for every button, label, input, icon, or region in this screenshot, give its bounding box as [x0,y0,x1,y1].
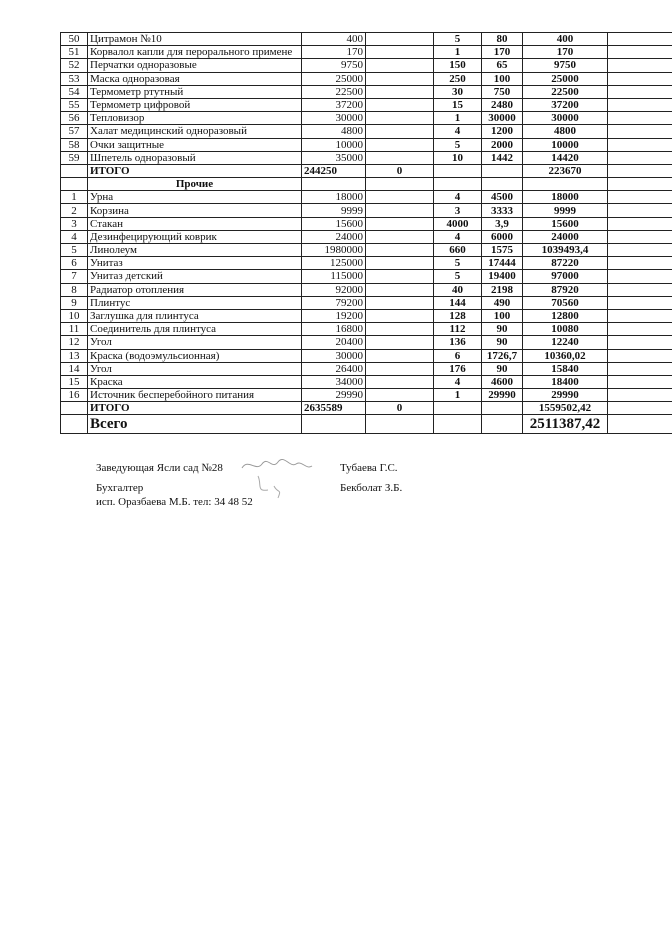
item-name: Цитрамон №10 [88,33,302,46]
unit-price: 6000 [482,230,523,243]
unit-price: 4500 [482,191,523,204]
quantity: 136 [434,336,482,349]
unit-price: 90 [482,362,523,375]
head-label: Заведующая Ясли сад №28 [96,462,223,474]
row-number: 14 [61,362,88,375]
total-amount: 10360,02 [523,349,608,362]
empty-cell [434,178,482,191]
empty-cell [366,283,434,296]
total-sum: 1559502,42 [523,402,608,415]
quantity: 660 [434,244,482,257]
item-name: Тепловизор [88,112,302,125]
empty-cell [61,415,88,434]
item-name: Халат медицинский одноразовый [88,125,302,138]
table-row [61,244,672,257]
total-amount: 25000 [523,72,608,85]
empty-cell [302,415,366,434]
row-number: 12 [61,336,88,349]
table-row [61,72,672,85]
total-amount: 37200 [523,98,608,111]
total-row [61,164,672,177]
unit-price: 1575 [482,244,523,257]
unit-price: 65 [482,59,523,72]
empty-cell [608,402,672,415]
total-amount: 9999 [523,204,608,217]
planned-amount: 15600 [302,217,366,230]
row-number: 11 [61,323,88,336]
row-number: 8 [61,283,88,296]
quantity: 150 [434,59,482,72]
item-name: Плинтус [88,296,302,309]
total-amount: 14420 [523,151,608,164]
head-name: Тубаева Г.С. [340,462,398,474]
total-zero: 0 [366,402,434,415]
table-row [61,217,672,230]
empty-cell [608,217,672,230]
item-name: Термометр цифровой [88,98,302,111]
quantity: 5 [434,33,482,46]
unit-price: 90 [482,323,523,336]
empty-cell [608,164,672,177]
table-row [61,98,672,111]
quantity: 6 [434,349,482,362]
empty-cell [366,59,434,72]
row-number: 54 [61,85,88,98]
empty-cell [61,164,88,177]
unit-price: 1726,7 [482,349,523,362]
empty-cell [608,323,672,336]
planned-amount: 400 [302,33,366,46]
unit-price: 750 [482,85,523,98]
empty-cell [366,336,434,349]
planned-amount: 20400 [302,336,366,349]
accountant-label: Бухгалтер [96,482,144,494]
total-amount: 1039493,4 [523,244,608,257]
total-amount: 70560 [523,296,608,309]
unit-price: 170 [482,46,523,59]
quantity: 1 [434,112,482,125]
total-amount: 18400 [523,375,608,388]
empty-cell [608,336,672,349]
empty-cell [608,59,672,72]
row-number: 15 [61,375,88,388]
total-amount: 10000 [523,138,608,151]
unit-price: 17444 [482,257,523,270]
row-number: 2 [61,204,88,217]
total-amount: 15600 [523,217,608,230]
table-row [61,336,672,349]
empty-cell [482,178,523,191]
empty-cell [366,72,434,85]
total-label: ИТОГО [88,164,302,177]
row-number: 4 [61,230,88,243]
table-row [61,323,672,336]
item-name: Соединитель для плинтуса [88,323,302,336]
quantity: 5 [434,270,482,283]
total-amount: 97000 [523,270,608,283]
total-zero: 0 [366,164,434,177]
total-amount: 30000 [523,112,608,125]
empty-cell [608,191,672,204]
row-number: 57 [61,125,88,138]
empty-cell [608,204,672,217]
empty-cell [366,217,434,230]
empty-cell [366,349,434,362]
grand-total-sum: 2511387,42 [523,415,608,434]
empty-cell [366,98,434,111]
item-name: Линолеум [88,244,302,257]
planned-amount: 18000 [302,191,366,204]
unit-price: 30000 [482,112,523,125]
table-row [61,151,672,164]
planned-amount: 79200 [302,296,366,309]
item-name: Унитаз [88,257,302,270]
unit-price: 4600 [482,375,523,388]
empty-cell [608,244,672,257]
table-row [61,283,672,296]
empty-cell [434,415,482,434]
total-amount: 87220 [523,257,608,270]
total-amount: 4800 [523,125,608,138]
planned-amount: 19200 [302,309,366,322]
table-row [61,33,672,46]
total-amount: 400 [523,33,608,46]
quantity: 1 [434,46,482,59]
quantity: 5 [434,138,482,151]
empty-cell [366,85,434,98]
planned-amount: 24000 [302,230,366,243]
item-name: Угол [88,362,302,375]
planned-amount: 16800 [302,323,366,336]
total-amount: 15840 [523,362,608,375]
empty-cell [366,257,434,270]
unit-price: 2198 [482,283,523,296]
total-amount: 87920 [523,283,608,296]
total-amount: 170 [523,46,608,59]
unit-price: 3333 [482,204,523,217]
quantity: 15 [434,98,482,111]
row-number: 56 [61,112,88,125]
planned-amount: 35000 [302,151,366,164]
table-row [61,191,672,204]
empty-cell [366,362,434,375]
total-label: ИТОГО [88,402,302,415]
empty-cell [608,309,672,322]
empty-cell [366,375,434,388]
total-planned: 2635589 [302,402,366,415]
table-row [61,375,672,388]
quantity: 128 [434,309,482,322]
unit-price: 490 [482,296,523,309]
empty-cell [366,204,434,217]
table-row [61,112,672,125]
empty-cell [608,296,672,309]
empty-cell [366,46,434,59]
row-number: 9 [61,296,88,309]
row-number: 3 [61,217,88,230]
item-name: Радиатор отопления [88,283,302,296]
empty-cell [608,151,672,164]
budget-table [60,32,672,434]
planned-amount: 115000 [302,270,366,283]
row-number: 51 [61,46,88,59]
unit-price: 80 [482,33,523,46]
empty-cell [608,178,672,191]
empty-cell [482,415,523,434]
item-name: Унитаз детский [88,270,302,283]
quantity: 4000 [434,217,482,230]
planned-amount: 1980000 [302,244,366,257]
table-row [61,46,672,59]
planned-amount: 30000 [302,112,366,125]
empty-cell [366,270,434,283]
empty-cell [366,323,434,336]
empty-cell [302,178,366,191]
unit-price: 100 [482,72,523,85]
quantity: 4 [434,191,482,204]
table-row [61,309,672,322]
item-name: Маска одноразовая [88,72,302,85]
unit-price: 29990 [482,389,523,402]
planned-amount: 4800 [302,125,366,138]
row-number: 50 [61,33,88,46]
empty-cell [366,178,434,191]
empty-cell [366,112,434,125]
empty-cell [366,191,434,204]
quantity: 40 [434,283,482,296]
empty-cell [61,402,88,415]
item-name: Источник бесперебойного питания [88,389,302,402]
empty-cell [61,178,88,191]
quantity: 10 [434,151,482,164]
empty-cell [366,415,434,434]
planned-amount: 37200 [302,98,366,111]
empty-cell [608,98,672,111]
row-number: 55 [61,98,88,111]
planned-amount: 9750 [302,59,366,72]
total-amount: 18000 [523,191,608,204]
empty-cell [608,72,672,85]
table-row [61,204,672,217]
unit-price: 19400 [482,270,523,283]
row-number: 5 [61,244,88,257]
section-row [61,178,672,191]
total-amount: 10080 [523,323,608,336]
unit-price: 100 [482,309,523,322]
quantity: 250 [434,72,482,85]
empty-cell [608,283,672,296]
quantity: 3 [434,204,482,217]
row-number: 59 [61,151,88,164]
empty-cell [366,296,434,309]
unit-price: 1442 [482,151,523,164]
table-row [61,138,672,151]
section-title: Прочие [88,178,302,191]
quantity: 112 [434,323,482,336]
item-name: Угол [88,336,302,349]
total-amount: 22500 [523,85,608,98]
empty-cell [523,178,608,191]
total-sum: 223670 [523,164,608,177]
planned-amount: 25000 [302,72,366,85]
empty-cell [608,257,672,270]
empty-cell [366,244,434,257]
unit-price: 3,9 [482,217,523,230]
item-name: Краска [88,375,302,388]
table-row [61,257,672,270]
executor-line: исп. Оразбаева М.Б. тел: 34 48 52 [96,496,253,508]
item-name: Заглушка для плинтуса [88,309,302,322]
empty-cell [608,85,672,98]
row-number: 10 [61,309,88,322]
quantity: 4 [434,375,482,388]
item-name: Очки защитные [88,138,302,151]
planned-amount: 29990 [302,389,366,402]
unit-price: 90 [482,336,523,349]
planned-amount: 92000 [302,283,366,296]
quantity: 1 [434,389,482,402]
empty-cell [482,164,523,177]
planned-amount: 170 [302,46,366,59]
planned-amount: 26400 [302,362,366,375]
item-name: Термометр ртутный [88,85,302,98]
unit-price: 2480 [482,98,523,111]
unit-price: 1200 [482,125,523,138]
empty-cell [608,389,672,402]
empty-cell [608,138,672,151]
empty-cell [366,125,434,138]
total-row [61,402,672,415]
planned-amount: 9999 [302,204,366,217]
empty-cell [366,230,434,243]
item-name: Краска (водоэмульсионная) [88,349,302,362]
total-amount: 24000 [523,230,608,243]
total-amount: 29990 [523,389,608,402]
item-name: Урна [88,191,302,204]
planned-amount: 22500 [302,85,366,98]
quantity: 4 [434,230,482,243]
quantity: 144 [434,296,482,309]
planned-amount: 125000 [302,257,366,270]
row-number: 58 [61,138,88,151]
table-row [61,296,672,309]
item-name: Шпетель одноразовый [88,151,302,164]
empty-cell [366,33,434,46]
empty-cell [366,138,434,151]
planned-amount: 34000 [302,375,366,388]
row-number: 7 [61,270,88,283]
quantity: 176 [434,362,482,375]
row-number: 6 [61,257,88,270]
table-row [61,85,672,98]
empty-cell [366,389,434,402]
item-name: Стакан [88,217,302,230]
table-row [61,362,672,375]
planned-amount: 30000 [302,349,366,362]
quantity: 30 [434,85,482,98]
table-row [61,349,672,362]
empty-cell [608,270,672,283]
unit-price: 2000 [482,138,523,151]
planned-amount: 10000 [302,138,366,151]
empty-cell [608,349,672,362]
item-name: Корзина [88,204,302,217]
row-number: 53 [61,72,88,85]
table-row [61,230,672,243]
empty-cell [434,402,482,415]
total-amount: 12800 [523,309,608,322]
quantity: 4 [434,125,482,138]
empty-cell [608,375,672,388]
empty-cell [608,112,672,125]
empty-cell [608,362,672,375]
table-row [61,59,672,72]
empty-cell [608,125,672,138]
empty-cell [608,230,672,243]
table-row [61,389,672,402]
empty-cell [482,402,523,415]
row-number: 52 [61,59,88,72]
quantity: 5 [434,257,482,270]
total-amount: 12240 [523,336,608,349]
table-row [61,125,672,138]
item-name: Дезинфецирующий коврик [88,230,302,243]
empty-cell [434,164,482,177]
grand-total-row [61,415,672,434]
item-name: Перчатки одноразовые [88,59,302,72]
empty-cell [608,46,672,59]
empty-cell [608,33,672,46]
grand-total-label: Всего [88,415,302,434]
row-number: 16 [61,389,88,402]
accountant-name: Бекболат З.Б. [340,482,403,494]
row-number: 13 [61,349,88,362]
empty-cell [366,151,434,164]
table-row [61,270,672,283]
total-amount: 9750 [523,59,608,72]
row-number: 1 [61,191,88,204]
item-name: Корвалол капли для перорального примене [88,46,302,59]
empty-cell [608,415,672,434]
empty-cell [366,309,434,322]
total-planned: 244250 [302,164,366,177]
